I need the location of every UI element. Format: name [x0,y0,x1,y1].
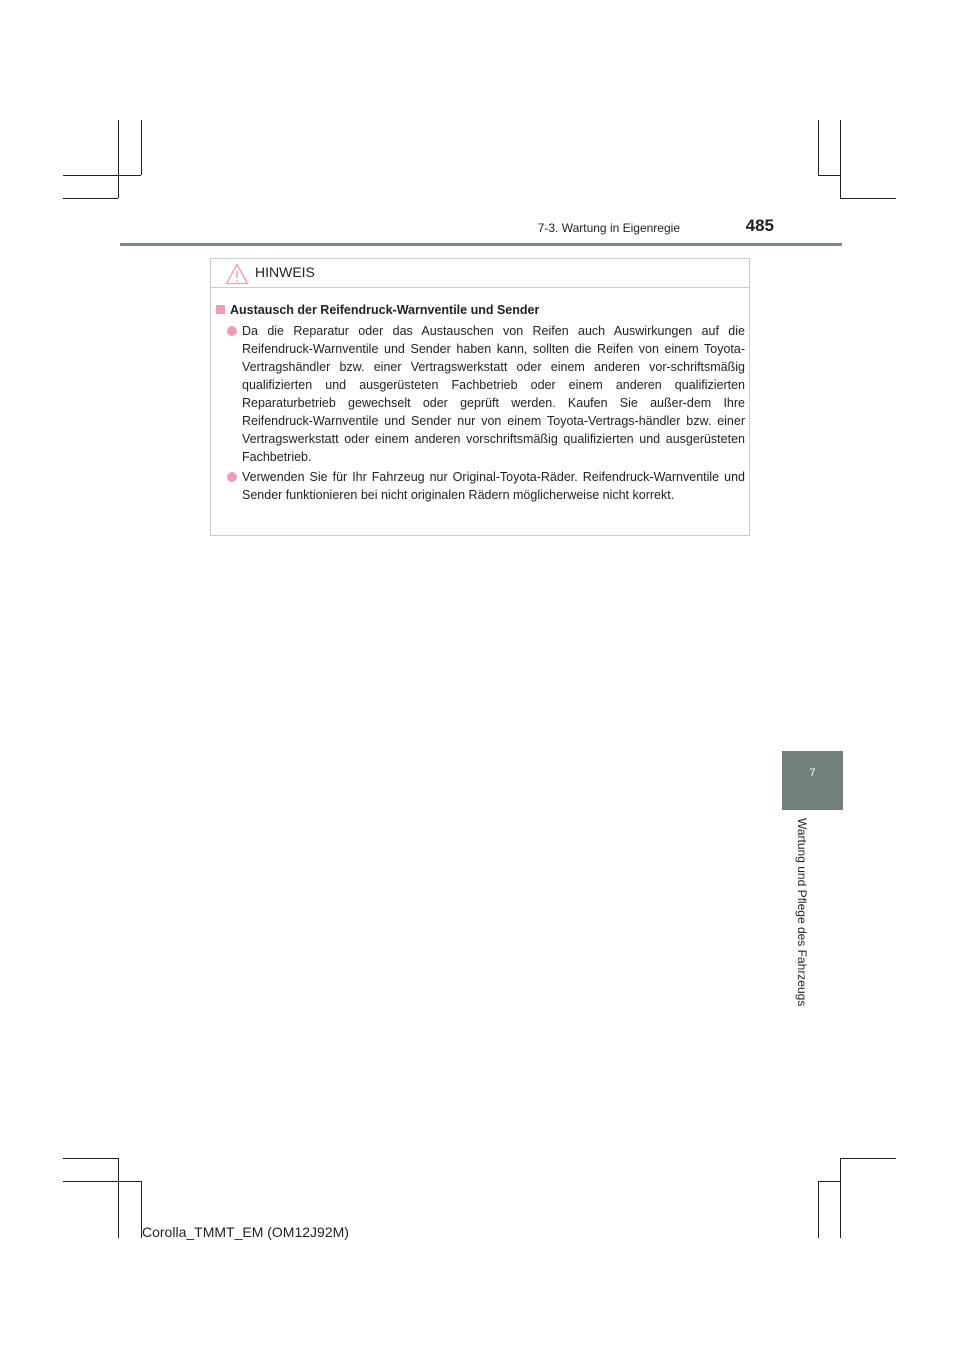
crop-mark [818,175,840,176]
chapter-tab [782,751,843,810]
notice-header [211,259,749,288]
list-item [227,322,745,466]
notice-title: HINWEIS [255,264,315,280]
crop-mark [840,120,841,198]
list-item-text: Verwenden Sie für Ihr Fahrzeug nur Original-Toyota-Räder. Reifendruck-Warnventile und Sender funktionieren bei nicht originalen Rädern möglicherweise nicht korrekt. [242,470,745,502]
circle-bullet-icon [227,326,237,336]
crop-mark [63,1181,141,1182]
page-number: 485 [745,216,774,235]
list-item-text: Da die Reparatur oder das Austauschen von Reifen auch Auswirkungen auf die Reifendruck-Warnventile und Sender haben kann, sollten die Reifen von einem Toyota-Vertragshändler bzw. einer Vertragswerkstatt oder einem anderen vor-schriftsmäßig qualifizierten und ausgerüsteten Fachbetrieb oder einem anderen qualifizierten Reparaturbetrieb gewechselt oder geprüft werden. Kaufen Sie außer-dem Ihre Reifendruck-Warnventile und Sender nur von einem Toyota-Vertrags-händler bzw. einer Vertragswerkstatt oder einem anderen vorschriftsmäßig qualifizierten und ausgerüsteten Fachbetrieb. [242,324,745,464]
crop-mark [118,120,119,198]
warning-triangle-icon [225,263,249,285]
section-heading [216,301,736,319]
list-item [227,468,745,504]
footer-document-id: Corolla_TMMT_EM (OM12J92M) [142,1224,349,1240]
crop-mark [118,1158,119,1238]
crop-mark [818,120,819,175]
chapter-title: Wartung und Pflege des Fahrzeugs [795,818,809,1007]
crop-mark [63,175,141,176]
notice-box [210,258,750,536]
header-section-title: 7-3. Wartung in Eigenregie [537,221,680,235]
section-heading-text: Austausch der Reifendruck-Warnventile und Sender [230,303,540,317]
crop-mark [840,1158,841,1238]
crop-mark [818,1181,840,1182]
chapter-number: 7 [809,767,816,779]
square-bullet-icon [216,305,225,314]
circle-bullet-icon [227,472,237,482]
crop-mark [840,1158,896,1159]
crop-mark [63,198,118,199]
crop-mark [840,198,896,199]
header-rule [120,243,842,246]
crop-mark [141,120,142,175]
crop-mark [63,1158,118,1159]
crop-mark [818,1181,819,1238]
